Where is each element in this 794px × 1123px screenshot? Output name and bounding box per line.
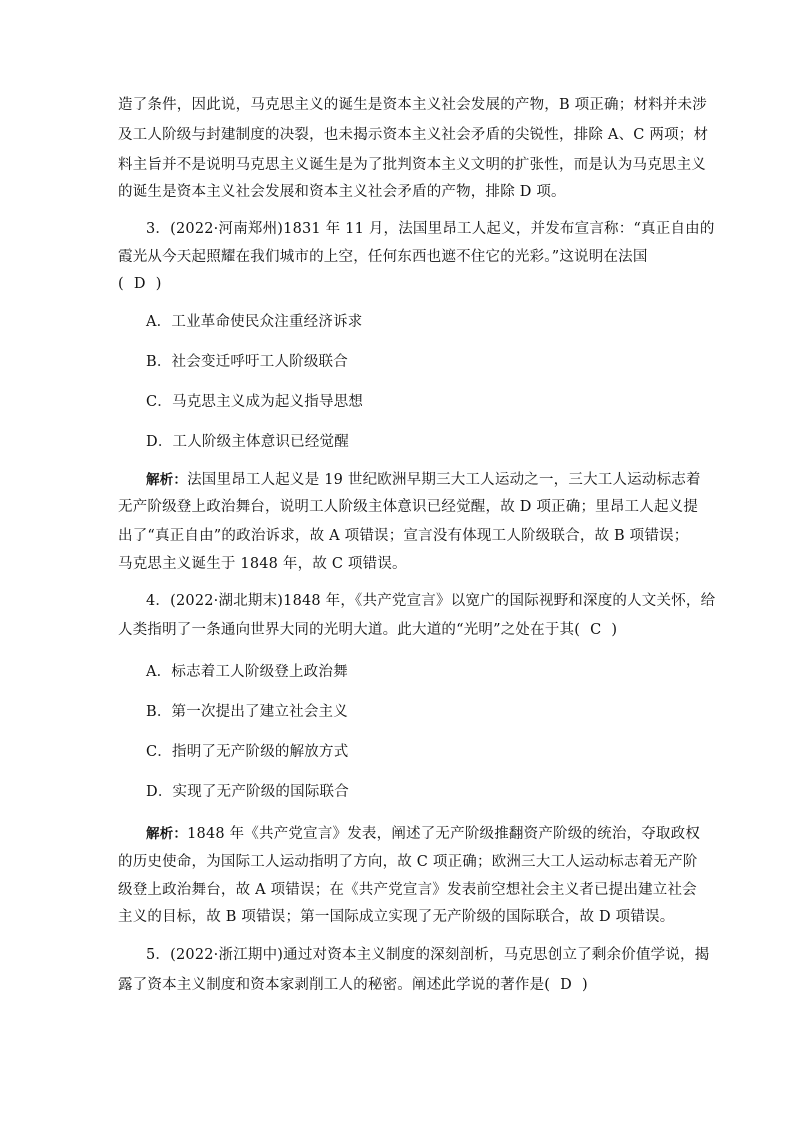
q3-option-a: A．工业革命使民众注重经济诉求 <box>146 314 363 330</box>
q4-answer-close: ) <box>611 622 618 638</box>
prev-explanation-line-4: 的诞生是资本主义社会发展和资本主义社会矛盾的产物，排除 D 项。 <box>118 184 566 200</box>
q5-stem-line-2 <box>118 975 678 995</box>
q3-option-c: C．马克思主义成为起义指导思想 <box>146 394 364 410</box>
q3-answer: D <box>133 276 146 292</box>
q4-option-a: A．标志着工人阶级登上政治舞 <box>146 664 348 680</box>
q4-option-c: C．指明了无产阶级的解放方式 <box>146 744 349 760</box>
q3-explanation-line-2: 无产阶级登上政治舞台，说明工人阶级主体意识已经觉醒，故 D 项正确；里昂工人起义提 <box>118 499 699 515</box>
prev-explanation-line-1: 造了条件，因此说，马克思主义的诞生是资本主义社会发展的产物，B 项正确；材料并未涉 <box>118 97 707 113</box>
q3-option-b: B．社会变迁呼吁工人阶级联合 <box>146 354 348 370</box>
q3-answer-open: ( <box>118 276 124 292</box>
q5-stem-text-2: 露了资本主义制度和资本家剥削工人的秘密。阐述此学说的著作是( <box>118 977 551 993</box>
q3-answer-close: ) <box>155 276 162 292</box>
q4-stem-text-2: 人类指明了一条通向世界大同的光明大道。此大道的“光明”之处在于其( <box>118 622 581 638</box>
q3-explanation-label: 解析： <box>146 472 188 488</box>
q3-explanation-line-4: 马克思主义诞生于 1848 年，故 C 项错误。 <box>118 556 407 572</box>
q4-explanation-line-3: 级登上政治舞台，故 A 项错误；在《共产党宣言》发表前空想社会主义者已提出建立社会 <box>118 882 697 898</box>
q4-stem-line-1: 4．(2022·湖北期末)1848 年，《共产党宣言》以宽广的国际视野和深度的人文关怀，给 <box>146 593 716 609</box>
q4-explanation-label: 解析： <box>146 826 188 842</box>
q3-option-d: D．工人阶级主体意识已经觉醒 <box>146 434 349 450</box>
q5-answer-close: ) <box>581 977 588 993</box>
q4-explanation-line-2: 的历史使命，为国际工人运动指明了方向，故 C 项正确；欧洲三大工人运动标志着无产阶 <box>118 854 698 870</box>
q4-option-d: D．实现了无产阶级的国际联合 <box>146 784 349 800</box>
prev-explanation-line-3: 料主旨并不是说明马克思主义诞生是为了批判资本主义文明的扩张性，而是认为马克思主义 <box>118 157 706 173</box>
q3-explanation-line-1 <box>146 470 706 490</box>
q3-answer-line <box>118 274 678 294</box>
prev-explanation-line-2: 及工人阶级与封建制度的决裂，也未揭示资本主义社会矛盾的尖锐性，排除 A、C 两项；材 <box>118 127 709 143</box>
q3-explanation-text-1: 法国里昂工人起义是 19 世纪欧洲早期三大工人运动之一，三大工人运动标志着 <box>187 472 701 488</box>
q3-stem-line-2: 霞光从今天起照耀在我们城市的上空，任何东西也遮不住它的光彩。”这说明在法国 <box>118 249 648 265</box>
q5-stem-line-1: 5．(2022·浙江期中)通过对资本主义制度的深刻剖析，马克思创立了剩余价值学说，揭 <box>146 947 710 963</box>
q5-answer: D <box>560 977 572 993</box>
q3-explanation-line-3: 出了“真正自由”的政治诉求，故 A 项错误；宣言没有体现工人阶级联合，故 B 项错误； <box>118 528 689 544</box>
q3-stem-line-1: 3．(2022·河南郑州)1831 年 11 月，法国里昂工人起义，并发布宣言称：“真正自由的 <box>146 221 715 237</box>
q4-explanation-line-1 <box>146 824 706 844</box>
q4-option-b: B．第一次提出了建立社会主义 <box>146 704 348 720</box>
q4-explanation-line-4: 主义的目标，故 B 项错误；第一国际成立实现了无产阶级的国际联合，故 D 项错误。 <box>118 909 675 925</box>
q4-stem-line-2 <box>118 620 678 640</box>
q4-explanation-text-1: 1848 年《共产党宣言》发表，阐述了无产阶级推翻资产阶级的统治，夺取政权 <box>187 826 701 842</box>
q4-answer: C <box>590 622 602 638</box>
